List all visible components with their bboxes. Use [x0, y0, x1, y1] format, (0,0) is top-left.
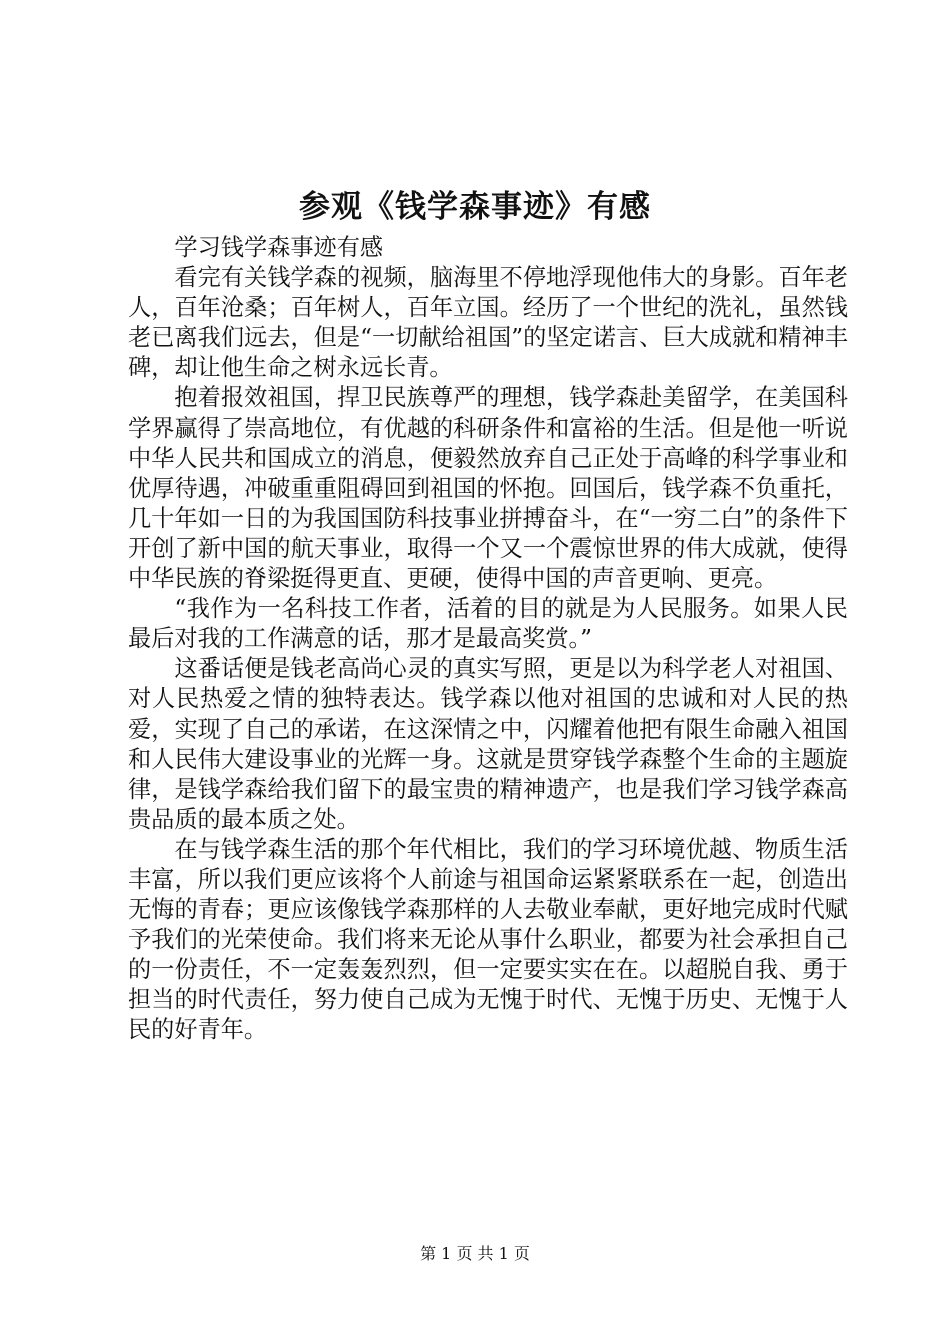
paragraph-quote: “我作为一名科技工作者，活着的目的就是为人民服务。如果人民最后对我的工作满意的话，那才是最高奖赏。” — [128, 595, 848, 653]
paragraph-subtitle: 学习钱学森事迹有感 — [174, 234, 384, 261]
paragraph: 抱着报效祖国，捍卫民族尊严的理想，钱学森赴美留学，在美国科学界赢得了崇高地位，有优越的科研条件和富裕的生活。但是他一听说中华人民共和国成立的消息，便毅然放弃自己正处于高峰的科学事业和优厚待遇，冲破重重阻碍回到祖国的怀抱。回国后，钱学森不负重托，几十年如一日的为我国国防科技事业拼搏奋斗，在“一穷二白”的条件下开创了新中国的航天事业，取得一个又一个震惊世界的伟大成就，使得中华民族的脊梁挺得更直、更硬，使得中国的声音更响、更亮。 — [128, 384, 848, 593]
page-number-footer: 第 1 页 共 1 页 — [420, 1244, 530, 1263]
document-title: 参观《钱学森事迹》有感 — [299, 189, 651, 225]
paragraph: 这番话便是钱老高尚心灵的真实写照，更是以为科学老人对祖国、对人民热爱之情的独特表达。钱学森以他对祖国的忠诚和对人民的热爱，实现了自己的承诺，在这深情之中，闪耀着他把有限生命融入祖国和人民伟大建设事业的光辉一身。这就是贯穿钱学森整个生命的主题旋律，是钱学森给我们留下的最宝贵的精神遗产，也是我们学习钱学森高贵品质的最本质之处。 — [128, 655, 848, 833]
paragraph: 看完有关钱学森的视频，脑海里不停地浮现他伟大的身影。百年老人，百年沧桑；百年树人，百年立国。经历了一个世纪的洗礼，虽然钱老已离我们远去，但是“一切献给祖国”的坚定诺言、巨大成就和精神丰碑，却让他生命之树永远长青。 — [128, 264, 848, 382]
document-body — [128, 233, 848, 1046]
paragraph: 在与钱学森生活的那个年代相比，我们的学习环境优越、物质生活丰富，所以我们更应该将个人前途与祖国命运紧紧联系在一起，创造出无悔的青春；更应该像钱学森那样的人去敬业奉献，更好地完成时代赋予我们的光荣使命。我们将来无论从事什么职业，都要为社会承担自己的一份责任，不一定轰轰烈烈，但一定要实实在在。以超脱自我、勇于担当的时代责任，努力使自己成为无愧于时代、无愧于历史、无愧于人民的好青年。 — [128, 835, 848, 1044]
